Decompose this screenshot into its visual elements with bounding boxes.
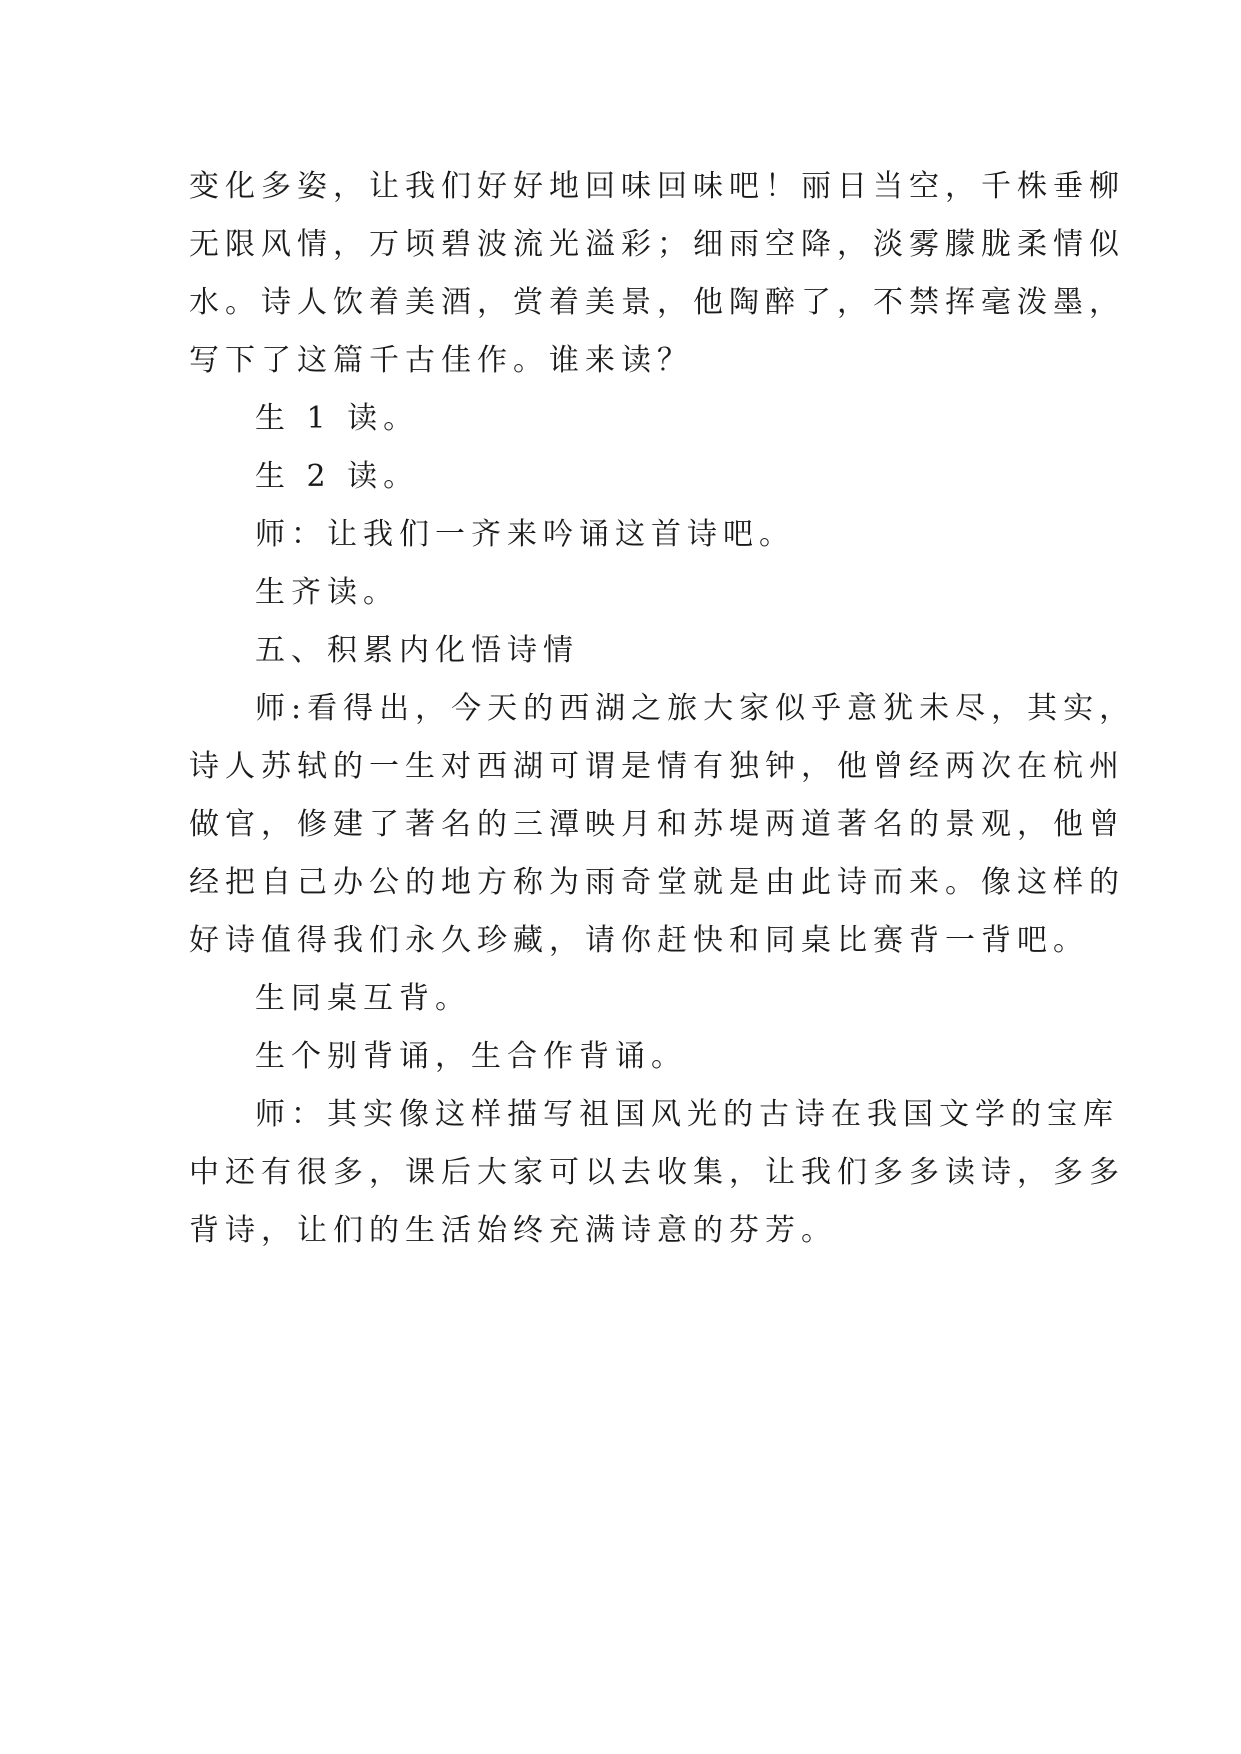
- paragraph-line: 变化多姿，让我们好好地回味回味吧！丽日当空，千株垂柳: [189, 169, 1125, 204]
- paragraph-line: 好诗值得我们永久珍藏，请你赶快和同桌比赛背一背吧。: [189, 923, 1089, 958]
- paragraph-line: 背诗，让们的生活始终充满诗意的芬芳。: [189, 1213, 837, 1248]
- section-heading: 五、积累内化悟诗情: [255, 633, 579, 668]
- teacher-line: 师:看得出，今天的西湖之旅大家似乎意犹未尽，其实，: [255, 691, 1136, 726]
- student-reading-line: 生齐读。: [255, 575, 399, 610]
- document-body: [189, 158, 1136, 1260]
- student-activity-line: 生个别背诵，生合作背诵。: [255, 1039, 687, 1074]
- teacher-line: 师：其实像这样描写祖国风光的古诗在我国文学的宝库: [255, 1097, 1119, 1132]
- teacher-line: 师：让我们一齐来吟诵这首诗吧。: [255, 517, 795, 552]
- paragraph-line: 经把自己办公的地方称为雨奇堂就是由此诗而来。像这样的: [189, 865, 1125, 900]
- paragraph-line: 无限风情，万顷碧波流光溢彩；细雨空降，淡雾朦胧柔情似: [189, 227, 1125, 262]
- paragraph-line: 诗人苏轼的一生对西湖可谓是情有独钟，他曾经两次在杭州: [189, 749, 1125, 784]
- paragraph-line: 写下了这篇千古佳作。谁来读？: [189, 343, 693, 378]
- student-reading-line: 生 2 读。: [255, 459, 420, 494]
- paragraph-line: 水。诗人饮着美酒，赏着美景，他陶醉了，不禁挥毫泼墨，: [189, 285, 1125, 320]
- paragraph-line: 做官，修建了著名的三潭映月和苏堤两道著名的景观，他曾: [189, 807, 1125, 842]
- student-reading-line: 生 1 读。: [255, 401, 420, 436]
- paragraph-line: 中还有很多，课后大家可以去收集，让我们多多读诗，多多: [189, 1155, 1125, 1190]
- student-activity-line: 生同桌互背。: [255, 981, 471, 1016]
